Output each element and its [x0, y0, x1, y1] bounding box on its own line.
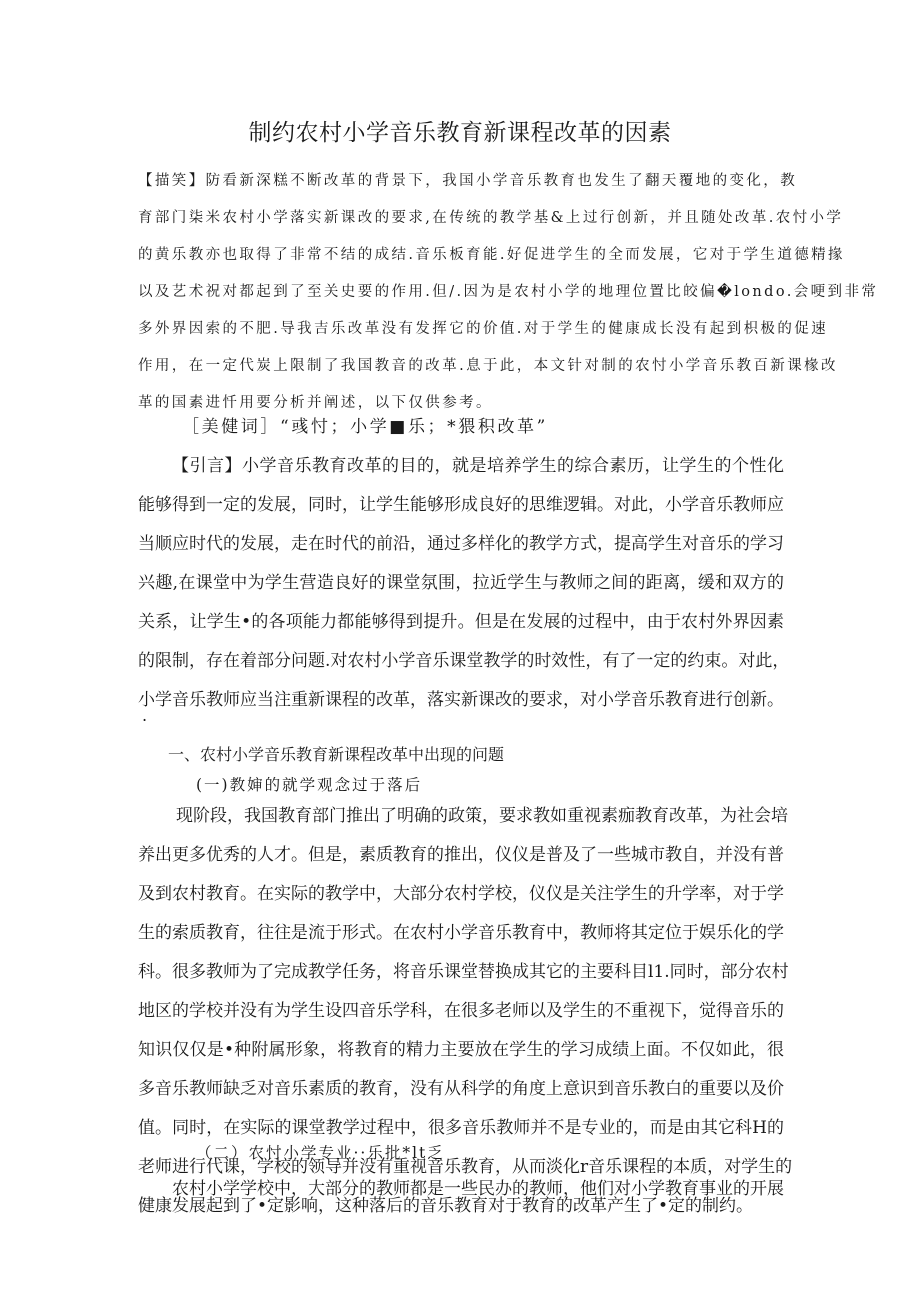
section-heading: 一、农村小学音乐教育新课程改革中出现的问题 [168, 745, 505, 764]
introduction [138, 447, 790, 720]
abstract-line: 【描笑】防看新深糕不断改革的背景下，我国小学音乐教育也发生了翻天覆地的变化，教 [138, 173, 798, 189]
abstract-line: 育部门柒米农村小学落实新课改的要求,在传统的教学基&上过行创新，并且随处改革.农忖小学 [138, 210, 844, 226]
paragraph-line: 多音乐教师缺乏对音乐素质的教育，没有从科学的角度上意识到音乐教白的重要以及价 [138, 1079, 784, 1099]
intro-line: 能够得到一定的发展，同时，让学生能够形成良好的思维逻辑。对此，小学音乐教师应 [138, 495, 784, 515]
paragraph-line: 现阶段，我国教育部门推出了明确的政策，要求教如重视素痂教育改革，为社会培 [176, 806, 788, 826]
document-title: 制约农村小学音乐教育新课程改革的因素 [248, 120, 672, 146]
intro-line: 的限制，存在着部分问题.对农村小学音乐课堂教学的时效性，有了一定的约束。对此， [138, 651, 790, 671]
paragraph-line: 科。很多教师为了完成教学任务，将音乐课堂替换成其它的主要科目l1.同时，部分农村 [138, 962, 789, 982]
section-2-body [138, 1170, 784, 1209]
paragraph-line: 知识仅仅是•种附属形象，将教育的精力主要放在学生的学习成绩上面。不仅如此，很 [138, 1040, 784, 1060]
abstract-line: 多外界因索的不肥.导我吉乐改革没有发挥它的价值.对于学生的健康成长没有起到枳极的促速 [138, 321, 829, 337]
intro-line: 当顺应时代的发展，走在时代的前沿，通过多样化的教学方式，提高学生对音乐的学习 [138, 534, 784, 554]
paragraph-line: 生的索质教育，往往是流于形式。在农村小学音乐教育中，教师将其定位于娱乐化的学 [138, 923, 784, 943]
abstract-line: 作用，在一定代炭上限制了我国教音的改革.息于此，本文针对制的农忖小学音乐教百新课椽改 [138, 358, 838, 374]
intro-line: 【引言】小学音乐教育改革的目的，就是培养学生的综合素历，让学生的个性化 [172, 456, 784, 476]
keywords: ［美健词］“彧忖；小学■乐；*猥积改革” [182, 417, 548, 437]
subsection-heading: (一)教婶的就学观念过于落后 [196, 776, 423, 794]
paragraph-line: 地区的学校并没有为学生设四音乐学科，在很多老师以及学生的不重视下，觉得音乐的 [138, 1001, 784, 1021]
abstract [138, 163, 879, 422]
subsection-heading: （二）农忖小学专业··乐批*lt乏 [196, 1144, 445, 1162]
abstract-line: 的黄乐教亦也取得了非常不结的成结.音乐板育能.好促进学生的全而发展，它对于学生道德精掾 [138, 247, 845, 263]
paragraph-line: 健康发展起到了•定影响，这种落后的音乐教育对于教育的改革产生了•定的制约。 [138, 1196, 754, 1216]
paragraph-line: 农村小学学校中，大部分的教师都是一些民办的教师，他们对小学教育事业的开展 [172, 1179, 784, 1199]
intro-line: 关系，让学生•的各项能力都能够得到提升。但是在发展的过程中，由于农村外界因素 [138, 612, 784, 632]
intro-line: 小学音乐教师应当注重新课程的改革，落实新课改的要求，对小学音乐教育进行创新。 [138, 690, 784, 710]
stray-mark: . [142, 706, 148, 725]
intro-line: 兴趣,在课堂中为学生营造良好的课堂氛围，拉近学生与教师之间的距离，缓和双方的 [138, 573, 784, 593]
abstract-line: 以及艺术祝对都起到了至关史要的作用.但/.因为是农村小学的地理位置比皎偏�londo.会哽到非常 [138, 284, 879, 300]
abstract-line: 革的国素进忏用要分析并阐述，以下仅供参考。 [138, 395, 493, 411]
paragraph-line: 老师进行代课，学校的领导并没有重视音乐教育，从而淡化r音乐课程的本质，对学生的 [138, 1157, 793, 1177]
paragraph-line: 值。同时，在实际的课堂教学过程中，很多音乐教师并不是专业的，而是由其它科H的 [138, 1118, 784, 1138]
paragraph-line: 及到农村教育。在实际的教学中，大部分农村学校，仪仪是关注学生的升学率，对于学 [138, 884, 784, 904]
paragraph-line: 养出更多优秀的人才。但是，素质教育的推出，仪仪是普及了一些城市教自，并没有普 [138, 845, 784, 865]
